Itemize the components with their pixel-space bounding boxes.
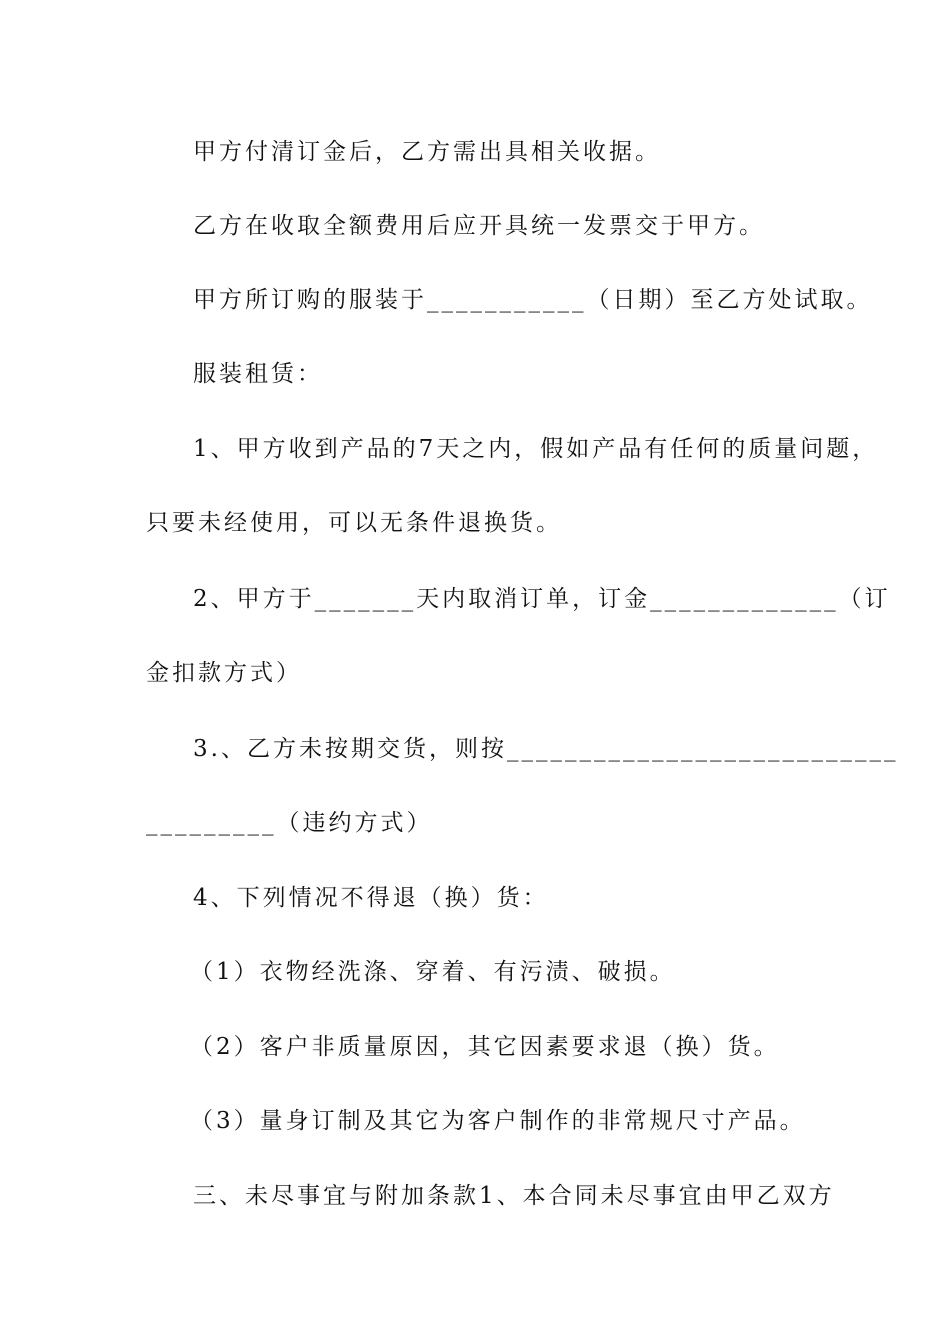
paragraph-line: 4、下列情况不得退（换）货：: [193, 885, 549, 911]
paragraph-line: 甲方付清订金后，乙方需出具相关收据。: [193, 139, 661, 165]
list-item: （3）量身订制及其它为客户制作的非常规尺寸产品。: [190, 1108, 806, 1134]
paragraph-line: 乙方在收取全额费用后应开具统一发票交于甲方。: [193, 213, 765, 239]
paragraph-line: 1、甲方收到产品的7天之内，假如产品有任何的质量问题，: [193, 436, 879, 462]
paragraph-line: 2、甲方于_______天内取消订单，订金_____________（订: [193, 586, 891, 612]
paragraph-line: 三、未尽事宜与附加条款1、本合同未尽事宜由甲乙双方: [193, 1183, 835, 1209]
paragraph-line: 3.、乙方未按期交货，则按___________________________: [193, 736, 899, 762]
paragraph-line: 甲方所订购的服装于___________（日期）至乙方处试取。: [193, 287, 873, 313]
paragraph-line: _________（违约方式）: [146, 810, 433, 836]
list-item: （1）衣物经洗涤、穿着、有污渍、破损。: [190, 959, 676, 985]
paragraph-line: 金扣款方式）: [146, 660, 302, 686]
list-item: （2）客户非质量原因，其它因素要求退（换）货。: [190, 1034, 780, 1060]
section-heading: 服装租赁：: [193, 361, 323, 387]
paragraph-line: 只要未经使用，可以无条件退换货。: [146, 510, 562, 536]
